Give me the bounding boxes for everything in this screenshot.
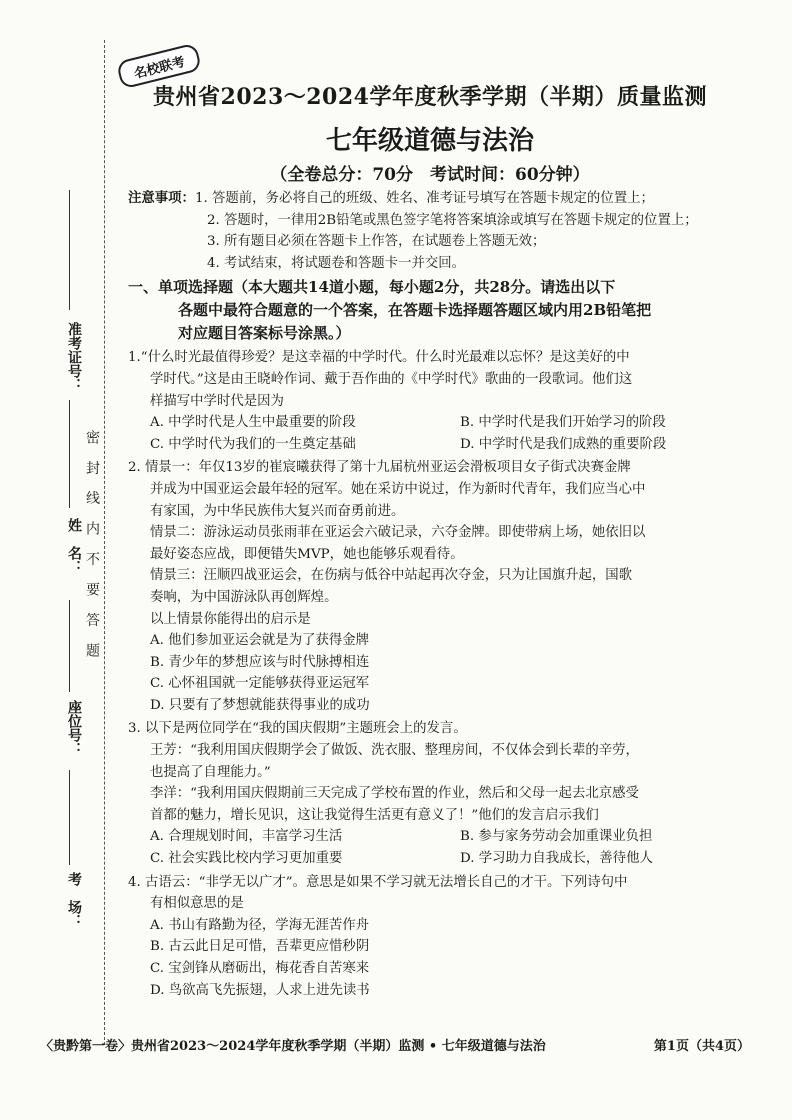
option-b: B. 中学时代是我们开始学习的阶段 <box>460 415 666 431</box>
question-stem: 以上情景你能得出的启示是 <box>150 611 311 627</box>
notice-item: 2. 答题时，一律用2B铅笔或黑色签字笔将答案填涂或填写在答题卡规定的位置上； <box>206 212 698 228</box>
name-label: 姓 名： <box>66 518 82 574</box>
question-stem: 王芳：“我利用国庆假期学会了做饭、洗衣服、整理房间，不仅体会到长辈的辛劳， <box>150 743 639 759</box>
section-title: 一、单项选择题 <box>128 278 234 297</box>
option-c: C. 中学时代为我们的一生奠定基础 <box>150 436 356 452</box>
section-heading <box>128 276 718 345</box>
option-c: C. 宝剑锋从磨砺出，梅花香自苦寒来 <box>150 961 370 976</box>
option-a: A. 合理规划时间，丰富学习生活 <box>150 829 343 845</box>
option-c: C. 社会实践比校内学习更加重要 <box>150 851 343 867</box>
footer-exam-name: 〈贵黔第一卷〉贵州省2023～2024学年度秋季学期（半期）监测 • 七年级道德与法治 <box>40 1039 546 1054</box>
question-stem: 并成为中国亚运会最年轻的冠军。她在采访中说过，作为新时代青年，我们应当心中 <box>150 481 646 497</box>
question-stem: 情景二：游泳运动员张雨菲在亚运会六破记录，六夺金牌。即使带病上场，她依旧以 <box>150 525 646 541</box>
page-number: 第1页（共4页） <box>653 1039 750 1054</box>
binding-dashed-line <box>104 40 105 1045</box>
question-stem: 样描写中学时代是因为 <box>150 393 284 409</box>
subject-title: 七年级道德与法治 <box>325 126 534 156</box>
exam-title: 贵州省2023～2024学年度秋季学期（半期）质量监测 <box>153 84 707 110</box>
option-d: D. 学习助力自我成长，善待他人 <box>460 851 653 867</box>
question-stem: 奏响，为中国游泳队再创辉煌。 <box>150 589 338 605</box>
notice-items <box>195 188 698 274</box>
exam-content <box>128 188 718 1001</box>
question-stem: 李洋：“我利用国庆假期前三天完成了学校布置的作业，然后和父母一起去北京感受 <box>150 786 639 802</box>
option-a: A. 他们参加亚运会就是为了获得金牌 <box>150 633 370 649</box>
option-a: A. 中学时代是人生中最重要的阶段 <box>150 415 356 431</box>
question-3 <box>128 718 718 869</box>
question-stem: 也提高了自理能力。” <box>150 764 271 780</box>
question-stem: 最好姿态应战，即便错失MVP，她也能够乐观看待。 <box>150 546 464 562</box>
option-a: A. 书山有路勤为径，学海无涯苦作舟 <box>150 917 370 933</box>
option-c: C. 心怀祖国就一定能够获得亚运冠军 <box>150 676 370 692</box>
section-desc: 各题中最符合题意的一个答案，在答题卡选择题答题区域内用2B铅笔把 <box>178 301 652 320</box>
option-d: D. 鸟欲高飞先振翅，人求上进先读书 <box>150 982 370 998</box>
section-desc: （本大题共14道小题，每小题2分，共28分。请选出以下 <box>233 278 616 297</box>
question-stem: 有家国，为中华民族伟大复兴而奋勇前进。 <box>150 503 405 519</box>
question-stem: 1.“什么时光最值得珍爱？是这幸福的中学时代。什么时光最难以忘怀？是这美好的中 <box>128 350 630 366</box>
question-4 <box>128 872 718 1002</box>
question-stem: 3. 以下是两位同学在“我的国庆假期”主题班会上的发言。 <box>128 721 467 737</box>
question-stem: 有相似意思的是 <box>150 896 244 912</box>
seat-field[interactable] <box>69 600 70 692</box>
notice-label: 注意事项： <box>128 190 195 206</box>
question-stem: 首都的魅力，增长见识，这让我觉得生活更有意义了！”他们的发言启示我们 <box>150 807 599 823</box>
exam-info: （全卷总分：70分 考试时间：60分钟） <box>270 165 590 185</box>
joint-exam-badge: 名校联考 <box>116 42 202 89</box>
question-stem: 情景三：汪顺四战亚运会，在伤病与低谷中站起再次夺金，只为让国旗升起，国歌 <box>150 568 633 584</box>
section-desc: 对应题目答案标号涂黑。） <box>178 324 351 343</box>
seat-label: 座位号： <box>66 700 82 756</box>
notice-item: 4. 考试结束，将试题卷和答题卡一并交回。 <box>206 255 466 271</box>
option-d: D. 中学时代是我们成熟的重要阶段 <box>460 436 667 452</box>
option-b: B. 参与家务劳动会加重课业负担 <box>460 829 653 845</box>
question-stem: 4. 古语云：“非学无以广才”。意思是如果不学习就无法增长自己的才干。下列诗句中 <box>128 874 628 890</box>
seal-line-notice: 密 封 线 内 不 要 答 题 <box>84 430 100 664</box>
name-field[interactable] <box>69 400 70 508</box>
option-d: D. 只要有了梦想就能获得事业的成功 <box>150 697 370 713</box>
question-2 <box>128 457 718 716</box>
question-stem: 2. 情景一：年仅13岁的崔宸曦获得了第十九届杭州亚运会滑板项目女子街式决赛金牌 <box>128 460 631 476</box>
notice-item: 3. 所有题目必须在答题卡上作答，在试题卷上答题无效； <box>206 234 546 250</box>
exam-number-field[interactable] <box>69 190 70 310</box>
page-footer <box>40 1035 750 1054</box>
exam-number-label: 准考证号： <box>66 322 82 392</box>
notice-block <box>128 188 718 274</box>
question-stem: 学时代。”这是由王晓岭作词、戴于吾作曲的《中学时代》歌曲的一段歌词。他们这 <box>150 371 633 387</box>
notice-item: 1. 答题前，务必将自己的班级、姓名、准考证号填写在答题卡规定的位置上； <box>194 191 654 206</box>
option-b: B. 青少年的梦想应该与时代脉搏相连 <box>150 654 370 670</box>
question-1 <box>128 347 718 455</box>
option-b: B. 古云此日足可惜，吾辈更应惜秒阴 <box>150 939 370 955</box>
room-field[interactable] <box>69 770 70 865</box>
room-label: 考 场： <box>66 872 82 928</box>
